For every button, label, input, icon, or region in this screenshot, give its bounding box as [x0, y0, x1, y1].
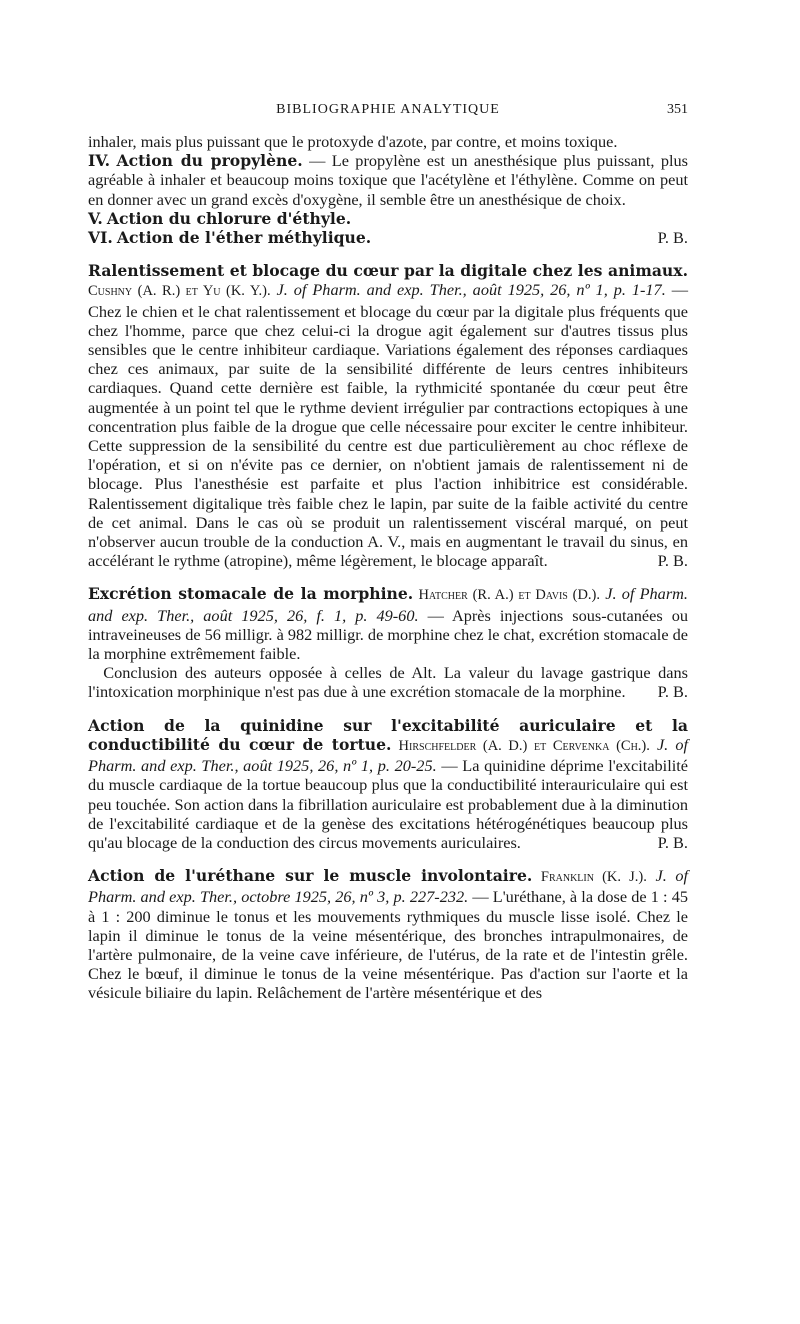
section-iv-text: — Le propylène est un anesthésique plus puissant, plus agréable à inhaler et beaucoup moins toxique que l'acétylène et l'éthylène. Comme on peut en donner avec un grand excès d'oxygène, il semble être un anesthésique de choix. — [88, 151, 688, 209]
article-morphine-conclusion — [88, 663, 688, 701]
article-authors: Cushny (A. R.) et Yu (K. Y.). — [88, 283, 271, 300]
article-body: — La quinidine déprime l'excitabilité du muscle cardiaque de la tortue beaucoup plus que la conductibilité interauriculaire qui est peu touchée. Son action dans la fibrillation auriculaire est probablement due à la diminution de l'excitabilité cardiaque et de la genèse des excitations hétérogénétiques beaucoup plus qu'au blocage de la conduction des circus movements auriculaires. — [88, 756, 688, 852]
section-iv — [88, 151, 688, 209]
article-digitale — [88, 261, 688, 570]
signature: P. B. — [657, 682, 688, 702]
section-vi-number: VI. — [88, 228, 113, 248]
section-v — [88, 209, 688, 228]
article-body: — L'uréthane, à la dose de 1 : 45 à 1 : 200 diminue le tonus et les mouvements rythmiques du muscle lisse isolé. Chez le lapin il diminue le tonus de la veine mésentérique, des bronches intrapulmonaires, de l'artère pulmonaire, de la veine cave inférieure, de l'utérus, de la rate et de l'intestin grêle. Chez le bœuf, il diminue le tonus de la veine mésentérique. Pas d'action sur l'aorte et la vésicule biliaire du lapin. Relâchement de l'artère mésentérique et des — [88, 887, 688, 1003]
section-v-number: V. — [88, 208, 103, 228]
article-title: Ralentissement et blocage du cœur par la digitale chez les animaux. — [88, 261, 688, 281]
article-citation: J. of Pharm. and exp. Ther., août 1925, 26, nº 1, p. 20-25. — [88, 734, 688, 776]
article-body-2: Conclusion des auteurs opposée à celles de Alt. La valeur du lavage gastrique dans l'intoxication morphinique n'est pas due à une excrétion stomacale de la morphine. — [88, 663, 688, 702]
section-v-heading: Action du chlorure d'éthyle. — [106, 208, 352, 228]
signature: P. B. — [657, 228, 688, 248]
article-urethane — [88, 866, 688, 1002]
page-number: 351 — [667, 102, 688, 117]
article-authors: Hatcher (R. A.) et Davis (D.). — [418, 587, 600, 604]
running-title: BIBLIOGRAPHIE ANALYTIQUE — [276, 102, 500, 117]
article-body: — Chez le chien et le chat ralentissement et blocage du cœur par la digitale plus fréquents que chez l'homme, parce que chez celui-ci la drogue agit également sur d'autres tissus plus sensibles que le centre inhibiteur cardiaque. Variations également des réponses cardiaques chez ces animaux, par suite de la sensibilité différente de leurs centres inhibiteurs cardiaques. Quand cette dernière est faible, la rythmicité spontanée du cœur peut être augmentée à un point tel que le rythme devient irrégulier par contractions ectopiques à une concentration plus faible de la drogue que celle nécessaire pour exciter le centre inhibiteur. Cette suppression de la sensibilité du centre est due particulièrement au choc réflexe de l'opération, et si on n'évite pas ce dernier, on n'obtient jamais de ralentissement ni de blocage. Plus l'anesthésie est parfaite et plus l'action inhibitrice est considérable. Ralentissement digitalique très faible chez le lapin, par suite de la faible activité du centre de cet animal. Dans le cas où se produit un ralentissement viscéral marqué, on peut n'observer aucun trouble de la conduction A. V., mais en augmentant le travail du sinus, en accélérant le rythme (atropine), même légèrement, le blocage apparaît. — [88, 280, 689, 571]
section-vi — [88, 228, 688, 247]
section-iv-heading: Action du propylène. — [116, 151, 303, 171]
signature: P. B. — [657, 832, 688, 852]
section-iv-number: IV. — [88, 151, 111, 171]
article-body: — Après injections sous-cutanées ou intraveineuses de 56 milligr. à 982 milligr. de morphine chez le chat, excrétion stomacale de la morphine extrêmement faible. — [88, 605, 688, 664]
article-title: Action de l'uréthane sur le muscle involontaire. — [88, 866, 533, 886]
article-authors: Franklin (K. J.). — [540, 869, 647, 886]
article-title: Excrétion stomacale de la morphine. — [88, 584, 414, 604]
article-citation: J. of Pharm. and exp. Ther., août 1925, 26, f. 1, p. 49-60. — [88, 584, 688, 625]
article-citation: J. of Pharm. and exp. Ther., août 1925, 26, nº 1, p. 1-17. — [270, 280, 666, 300]
article-morphine — [88, 584, 688, 663]
continuation-paragraph: inhaler, mais plus puissant que le protoxyde d'azote, par contre, et moins toxique. — [88, 132, 618, 151]
running-header — [88, 102, 688, 122]
body-text — [88, 132, 688, 1003]
article-authors: Hirschfelder (A. D.) et Cervenka (Ch.). — [398, 737, 650, 754]
section-vi-heading: Action de l'éther méthylique. — [116, 228, 372, 248]
signature: P. B. — [657, 551, 688, 571]
article-citation: J. of Pharm. and exp. Ther., octobre 1925, 26, nº 3, p. 227-232. — [88, 866, 689, 907]
article-quinidine — [88, 716, 688, 852]
article-title: Action de la quinidine sur l'excitabilité auriculaire et la conductibilité du cœur de tortue. — [88, 715, 688, 754]
